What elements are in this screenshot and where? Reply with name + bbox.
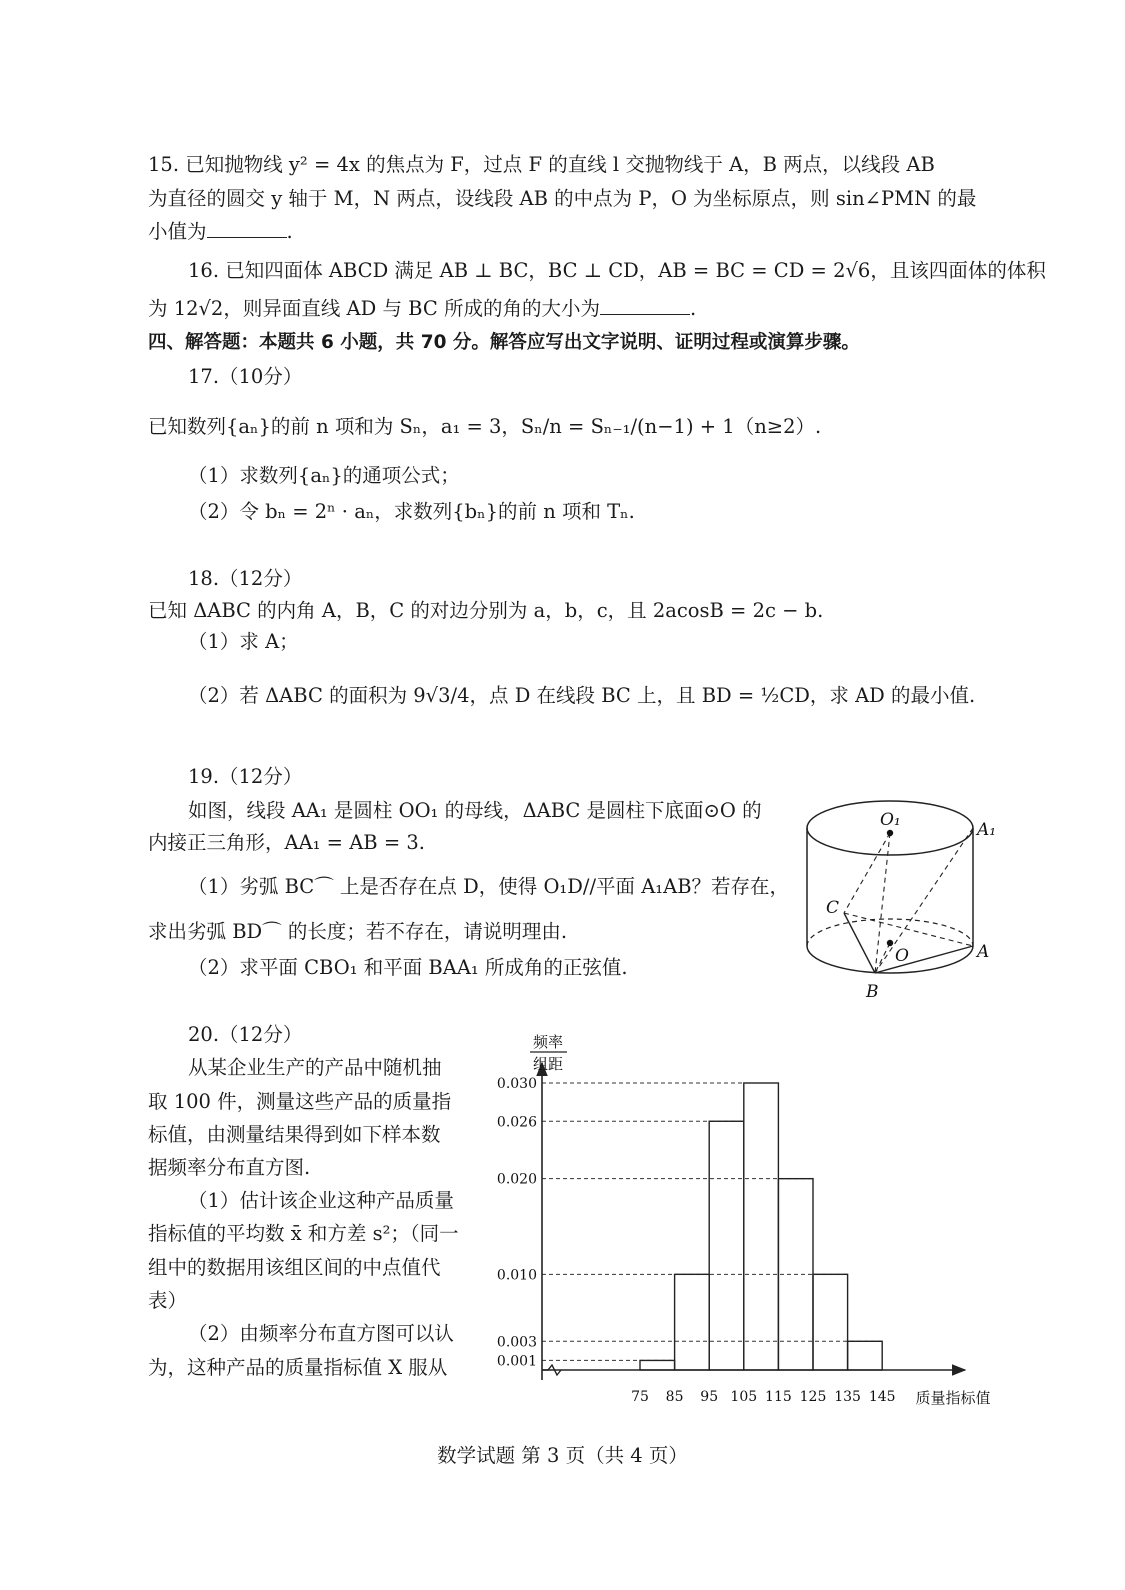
segment-BA [875, 946, 973, 973]
q19-line-2: 内接正三角形，AA₁ = AB = 3. [148, 831, 425, 854]
q20-line-4: （1）估计该企业这种产品质量 [188, 1189, 454, 1212]
q20-line-5: 指标值的平均数 x̄ 和方差 s²；（同一 [148, 1222, 459, 1245]
q20-heading: 20.（12分） [188, 1023, 303, 1046]
histogram-bar-75-85 [640, 1360, 675, 1370]
x-tick-135: 135 [834, 1389, 861, 1405]
q19-line-1: 如图，线段 AA₁ 是圆柱 OO₁ 的母线，ΔABC 是圆柱下底面⊙O 的 [188, 799, 762, 822]
page-footer: 数学试题 第 3 页（共 4 页） [437, 1444, 688, 1467]
q17-part-1: （1）求数列{aₙ}的通项公式； [188, 464, 460, 487]
segment-A1B [875, 828, 973, 973]
frequency-histogram [490, 1025, 1005, 1415]
q15-line-3-end: . [286, 220, 293, 243]
q20-line-0: 从某企业生产的产品中随机抽 [188, 1056, 442, 1079]
y-tick-0.001: 0.001 [496, 1353, 537, 1370]
x-tick-75: 75 [631, 1389, 649, 1405]
histogram-bar-85-95 [675, 1274, 710, 1370]
q18-heading: 18.（12分） [188, 567, 303, 590]
q19-cylinder-figure [800, 795, 1010, 1010]
q19-part-1: （1）劣弧 BC⌒ 上是否存在点 D，使得 O₁D//平面 A₁AB？若存在， [188, 875, 790, 898]
label-B: B [866, 982, 879, 1002]
histogram-bar-105-115 [744, 1083, 779, 1370]
q15-line-1: 15. 已知抛物线 y² = 4x 的焦点为 F，过点 F 的直线 l 交抛物线于 A，B 两点，以线段 AB [148, 153, 935, 176]
ylabel-top: 频率 [532, 1033, 564, 1051]
x-tick-125: 125 [799, 1389, 827, 1405]
segment-O1C [844, 833, 890, 913]
label-O1: O₁ [880, 810, 901, 830]
x-tick-145: 145 [868, 1389, 896, 1405]
q17-part-2: （2）令 bₙ = 2ⁿ · aₙ，求数列{bₙ}的前 n 项和 Tₙ. [188, 500, 635, 523]
label-A1: A₁ [977, 820, 997, 840]
segment-CA [844, 913, 973, 946]
y-tick-0.026: 0.026 [496, 1114, 537, 1131]
y-tick-labels [497, 1076, 537, 1369]
q18-part-2: （2）若 ΔABC 的面积为 9√3/4，点 D 在线段 BC 上，且 BD = ½CD，求 AD 的最小值. [188, 684, 976, 707]
q16-answer-blank[interactable] [600, 296, 690, 315]
x-tick-105: 105 [730, 1389, 758, 1405]
xlabel: 质量指标值 [915, 1389, 991, 1407]
x-tick-115: 115 [765, 1389, 792, 1405]
q17-statement: 已知数列{aₙ}的前 n 项和为 Sₙ，a₁ = 3，Sₙ/n = Sₙ₋₁/(n−1) + 1（n≥2）. [148, 415, 822, 438]
segment-OB [875, 943, 890, 973]
x-tick-85: 85 [665, 1389, 684, 1405]
q18-part-1: （1）求 A； [188, 630, 299, 653]
x-tick-95: 95 [700, 1389, 719, 1405]
q15-answer-blank[interactable] [207, 219, 287, 238]
q20-line-2: 标值，由测量结果得到如下样本数 [148, 1123, 441, 1146]
q15-line-3 [148, 219, 293, 245]
histogram-bars [640, 1083, 882, 1370]
q20-line-1: 取 100 件，测量这些产品的质量指 [148, 1090, 452, 1113]
q20-line-9: 为，这种产品的质量指标值 X 服从 [148, 1356, 448, 1379]
y-tick-0.010: 0.010 [496, 1267, 537, 1284]
q16-line-2 [148, 296, 696, 322]
q15-line-3-text: 小值为 [148, 220, 207, 243]
q15-line-2: 为直径的圆交 y 轴于 M，N 两点，设线段 AB 的中点为 P，O 为坐标原点，则 sin∠PMN 的最 [148, 187, 977, 210]
q17-heading: 17.（10分） [188, 365, 303, 388]
q20-line-3: 据频率分布直方图. [148, 1156, 311, 1179]
y-tick-0.003: 0.003 [496, 1334, 537, 1351]
q19-part-1-cont: 求出劣弧 BD⌒ 的长度；若不存在，请说明理由. [148, 920, 568, 943]
label-O: O [895, 946, 909, 966]
y-tick-0.030: 0.030 [496, 1076, 537, 1092]
q20-line-6: 组中的数据用该组区间的中点值代 [148, 1256, 441, 1279]
q19-part-2: （2）求平面 CBO₁ 和平面 BAA₁ 所成角的正弦值. [188, 956, 628, 979]
point-O1 [887, 830, 893, 836]
label-A: A [977, 942, 990, 962]
point-O [887, 940, 893, 946]
histogram-gridlines [542, 1083, 882, 1360]
q16-line-2-end: . [689, 297, 697, 320]
x-tick-labels [631, 1389, 895, 1405]
q20-line-8: （2）由频率分布直方图可以认 [188, 1322, 454, 1345]
histogram-bar-125-135 [813, 1274, 848, 1370]
q19-heading: 19.（12分） [188, 765, 303, 788]
section-4-heading: 四、解答题：本题共 6 小题，共 70 分。解答应写出文字说明、证明过程或演算步骤。 [148, 332, 860, 353]
label-C: C [826, 898, 840, 918]
y-tick-0.020: 0.020 [496, 1171, 537, 1188]
histogram-bar-135-145 [848, 1341, 883, 1370]
ylabel-bottom: 组距 [532, 1055, 564, 1073]
q18-statement: 已知 ΔABC 的内角 A，B，C 的对边分别为 a，b，c，且 2acosB = 2c − b. [148, 599, 824, 622]
segment-CB [844, 913, 875, 973]
q16-line-2-text: 为 12√2，则异面直线 AD 与 BC 所成的角的大小为 [148, 297, 600, 320]
q20-line-7: 表） [148, 1289, 188, 1312]
q16-line-1: 16. 已知四面体 ABCD 满足 AB ⊥ BC，BC ⊥ CD，AB = BC = CD = 2√6，且该四面体的体积 [188, 259, 1046, 282]
histogram-bar-95-105 [709, 1121, 744, 1370]
